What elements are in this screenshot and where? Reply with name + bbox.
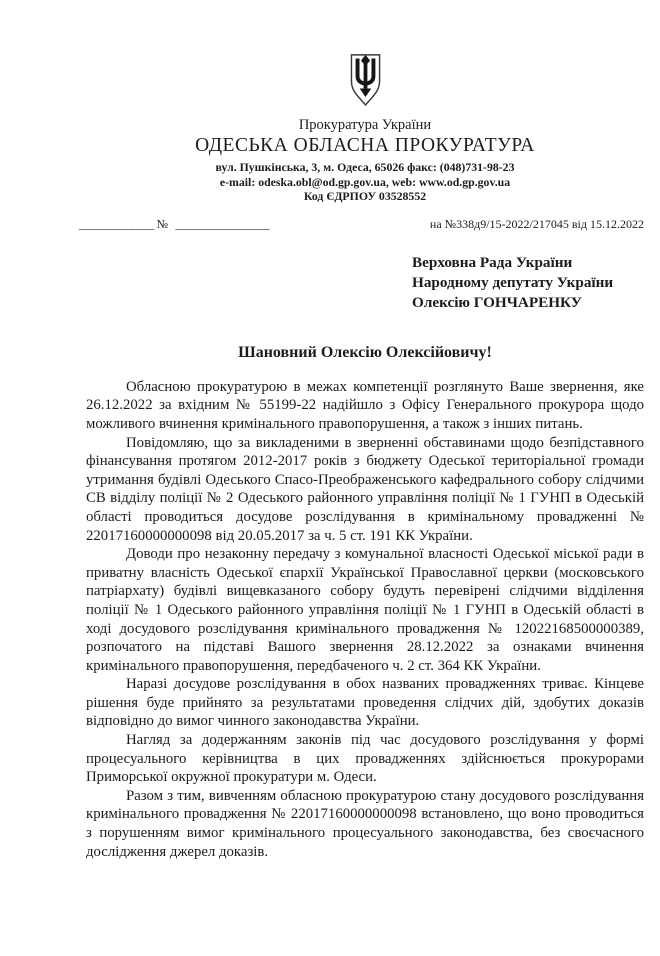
recipient-line: Верховна Рада України — [412, 253, 573, 271]
org-parent-name: Прокуратура України — [298, 117, 432, 133]
outgoing-number-line — [79, 217, 270, 231]
body-paragraph: Обласною прокуратурою в межах компетенції розглянуто Ваше звернення, яке 26.12.2022 за вхідним № 55199-22 надійшло з Офісу Генерального прокурора щодо можливого вчинення кримінального правопорушення, а також з інших питань. — [86, 378, 644, 432]
edrpou-line: Код ЄДРПОУ 03528552 — [303, 189, 427, 204]
contact-line: e-mail: odeska.obl@od.gp.gov.ua, web: www.od.gp.gov.ua — [219, 174, 511, 189]
letter-body — [86, 378, 644, 861]
body-paragraph: Доводи про незаконну передачу з комунальної власності Одеської міської ради в приватну власність Одеської єпархії Української Православної церкви (московського патріархату) будівлі вищевказаного собору будуть перевірені слідчими відділення поліції № 1 Одеського районного управління поліції № 1 ГУНП в Одеській області в ході досудового розслідування кримінального провадження № 12022168500000389, розпочатого на підставі Вашого звернення 28.12.2022 за ознаками вчинення кримінального правопорушення, передбаченого ч. 2 ст. 364 КК України. — [86, 546, 644, 674]
address-line: вул. Пушкінська, 3, м. Одеса, 65026 факс: (048)731-98-23 — [215, 160, 515, 174]
outgoing-number-blank-suffix: _______________ — [175, 216, 270, 231]
ukraine-trident-icon — [347, 53, 384, 108]
recipient-line: Народному депутату України — [412, 273, 614, 291]
letterhead — [86, 53, 644, 204]
reference-row — [79, 216, 644, 231]
body-paragraph: Разом з тим, вивченням обласною прокуратурою стану досудового розслідування кримінального провадження № 22017160000000098 встановлено, що воно проводиться з порушенням вимог кримінального процесуального законодавства, без своєчасного дослідження джерел доказів. — [86, 787, 644, 860]
salutation: Шановний Олексію Олексійовичу! — [238, 343, 492, 361]
incoming-reference: на №338д9/15-2022/217045 від 15.12.2022 — [429, 216, 644, 231]
recipient-block — [412, 253, 644, 313]
body-paragraph: Повідомляю, що за викладеними в зверненні обставинами щодо безпідставного фінансування протягом 2012-2017 років з бюджету Одеської територіальної громади утримання будівлі Одеського Спасо-Преображенського кафедрального собору слідчими СВ відділу поліції № 2 Одеського районного управління поліції № 1 ГУНП в Одеській області проводиться досудове розслідування в кримінальному провадженні № 22017160000000098 від 20.05.2017 за ч. 5 ст. 191 КК України. — [86, 434, 644, 544]
org-address-block — [86, 160, 644, 204]
outgoing-number-blank-prefix: ____________ — [79, 216, 155, 231]
number-sign: № — [156, 216, 169, 231]
recipient-line: Олексію ГОНЧАРЕНКУ — [412, 293, 582, 311]
org-name: ОДЕСЬКА ОБЛАСНА ПРОКУРАТУРА — [195, 135, 535, 156]
body-paragraph: Наразі досудове розслідування в обох названих провадженнях триває. Кінцеве рішення буде прийнято за результатами проведення слідчих дій, здобутих доказів відповідно до вимог чинного законодавства України. — [86, 676, 644, 730]
body-paragraph: Нагляд за додержанням законів під час досудового розслідування у формі процесуального керівництва в цих провадженнях здійснюється прокурорами Приморської окружної прокуратури м. Одеси. — [86, 732, 644, 786]
